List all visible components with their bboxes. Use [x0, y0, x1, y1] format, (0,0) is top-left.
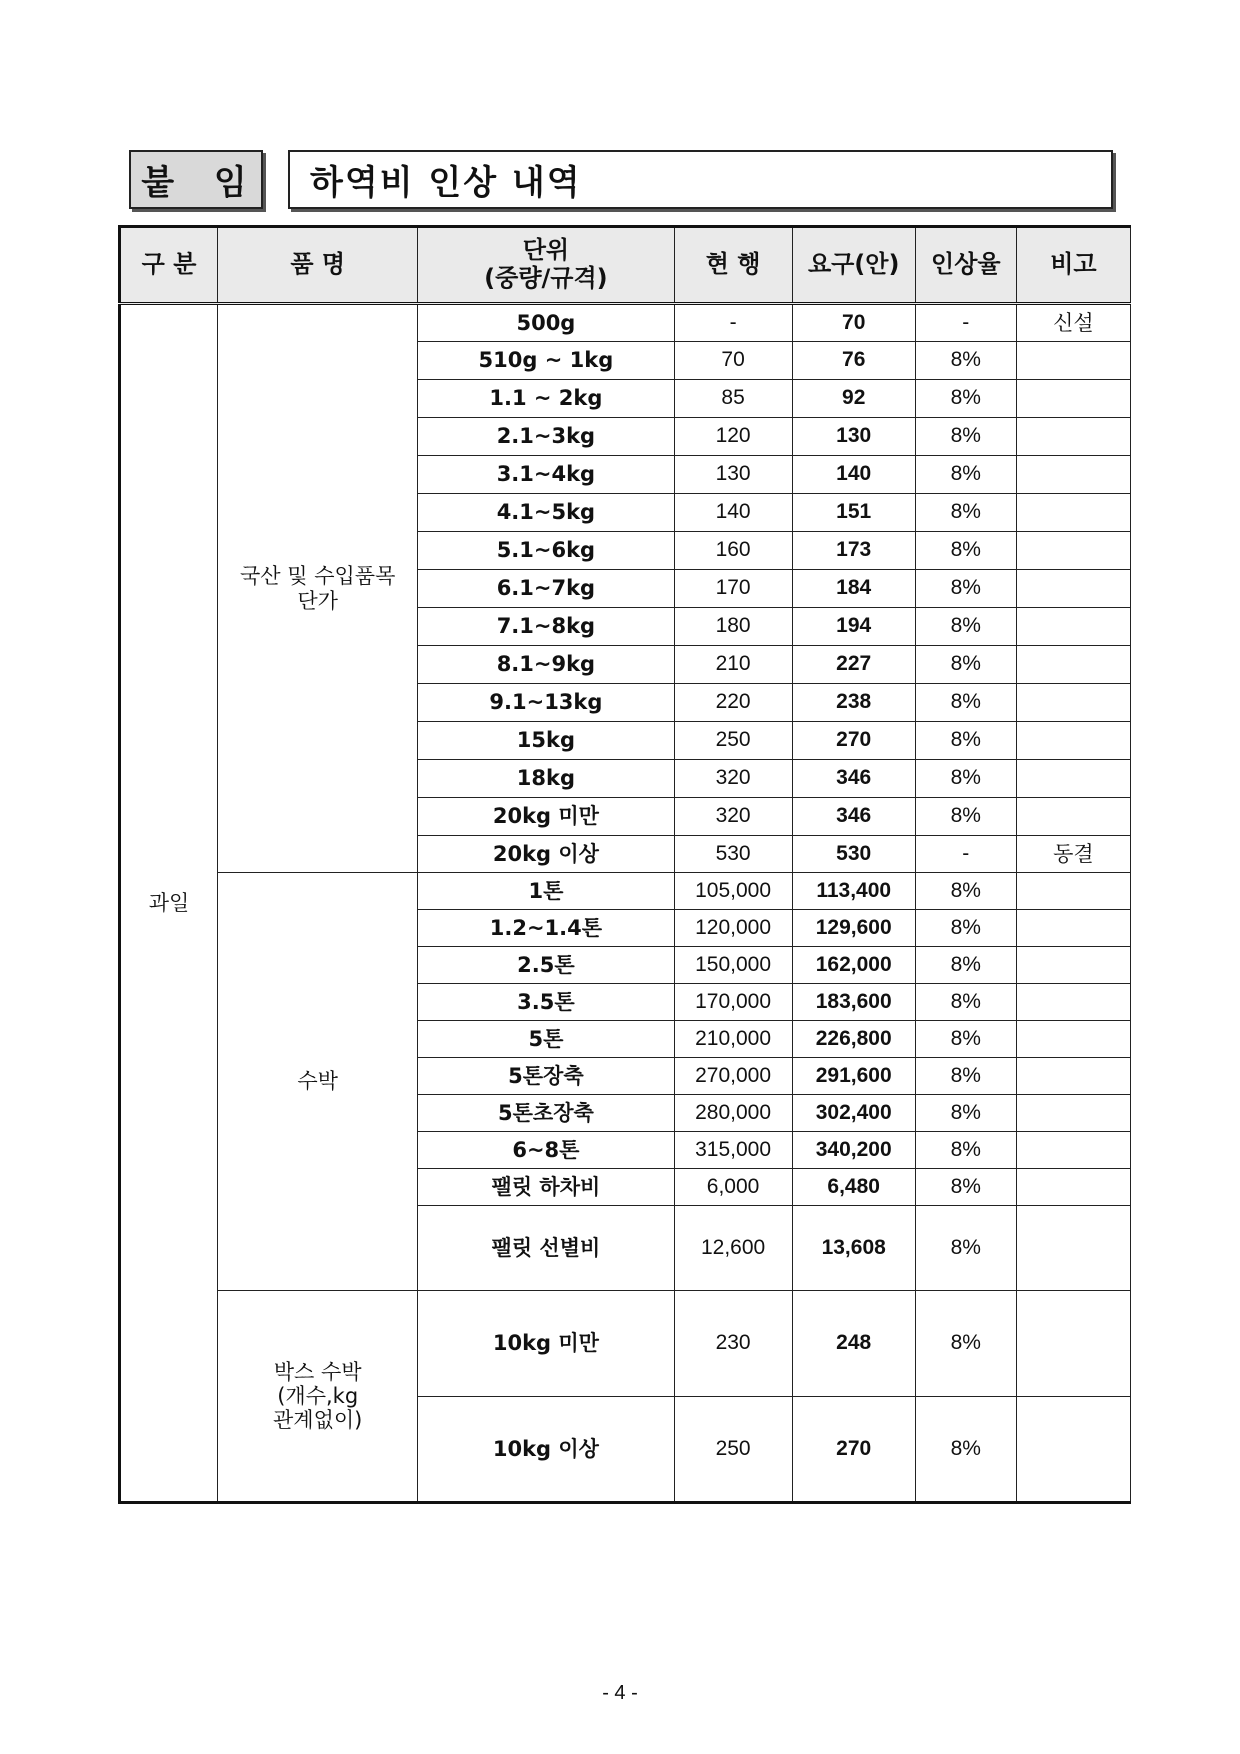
current-cell: 530 — [674, 836, 792, 873]
category-cell: 과일 — [120, 304, 218, 1503]
current-cell: 220 — [674, 684, 792, 722]
note-cell — [1016, 1058, 1130, 1095]
current-cell: - — [674, 304, 792, 342]
unit-cell: 2.1~3kg — [418, 418, 674, 456]
current-cell: 230 — [674, 1291, 792, 1397]
col-header-category: 구 분 — [120, 227, 218, 304]
request-cell: 184 — [792, 570, 915, 608]
unit-cell: 1.2~1.4톤 — [418, 910, 674, 947]
current-cell: 170 — [674, 570, 792, 608]
table-body — [120, 304, 1131, 1503]
unit-cell: 3.5톤 — [418, 984, 674, 1021]
rate-cell: 8% — [915, 418, 1016, 456]
col-header-note: 비고 — [1016, 227, 1130, 304]
request-cell: 92 — [792, 380, 915, 418]
unit-cell: 9.1~13kg — [418, 684, 674, 722]
rate-cell: 8% — [915, 1058, 1016, 1095]
item-group-cell: 국산 및 수입품목 단가 — [218, 304, 418, 873]
current-cell: 6,000 — [674, 1169, 792, 1206]
current-cell: 160 — [674, 532, 792, 570]
rate-cell: 8% — [915, 494, 1016, 532]
unit-cell: 500g — [418, 304, 674, 342]
current-cell: 180 — [674, 608, 792, 646]
current-cell: 270,000 — [674, 1058, 792, 1095]
note-cell: 동결 — [1016, 836, 1130, 873]
note-cell — [1016, 684, 1130, 722]
rate-cell: 8% — [915, 1397, 1016, 1503]
current-cell: 315,000 — [674, 1132, 792, 1169]
note-cell — [1016, 1132, 1130, 1169]
request-cell: 340,200 — [792, 1132, 915, 1169]
rate-cell: 8% — [915, 532, 1016, 570]
rate-cell: 8% — [915, 456, 1016, 494]
request-cell: 129,600 — [792, 910, 915, 947]
request-cell: 70 — [792, 304, 915, 342]
unit-cell: 20kg 이상 — [418, 836, 674, 873]
note-cell — [1016, 1169, 1130, 1206]
current-cell: 12,600 — [674, 1206, 792, 1291]
note-cell — [1016, 984, 1130, 1021]
note-cell — [1016, 910, 1130, 947]
rate-cell: 8% — [915, 947, 1016, 984]
request-cell: 140 — [792, 456, 915, 494]
table-header-row — [120, 227, 1131, 304]
current-cell: 250 — [674, 722, 792, 760]
attachment-label: 붙 임 — [129, 150, 263, 209]
note-cell — [1016, 380, 1130, 418]
unit-cell: 1톤 — [418, 873, 674, 910]
current-cell: 210 — [674, 646, 792, 684]
note-cell — [1016, 1206, 1130, 1291]
current-cell: 85 — [674, 380, 792, 418]
note-cell — [1016, 456, 1130, 494]
current-cell: 250 — [674, 1397, 792, 1503]
unit-cell: 1.1 ~ 2kg — [418, 380, 674, 418]
rate-cell: 8% — [915, 342, 1016, 380]
rate-cell: 8% — [915, 910, 1016, 947]
table-row — [120, 304, 1131, 342]
request-cell: 302,400 — [792, 1095, 915, 1132]
unit-cell: 5.1~6kg — [418, 532, 674, 570]
current-cell: 120,000 — [674, 910, 792, 947]
col-header-current: 현 행 — [674, 227, 792, 304]
unit-cell: 8.1~9kg — [418, 646, 674, 684]
request-cell: 226,800 — [792, 1021, 915, 1058]
rate-cell: 8% — [915, 1021, 1016, 1058]
note-cell — [1016, 342, 1130, 380]
current-cell: 280,000 — [674, 1095, 792, 1132]
rate-cell: - — [915, 304, 1016, 342]
table-row — [120, 873, 1131, 910]
note-cell — [1016, 1397, 1130, 1503]
current-cell: 150,000 — [674, 947, 792, 984]
request-cell: 173 — [792, 532, 915, 570]
request-cell: 194 — [792, 608, 915, 646]
current-cell: 170,000 — [674, 984, 792, 1021]
rate-cell: 8% — [915, 684, 1016, 722]
rate-cell: 8% — [915, 1169, 1016, 1206]
rate-cell: 8% — [915, 760, 1016, 798]
unit-cell: 15kg — [418, 722, 674, 760]
rate-cell: 8% — [915, 1095, 1016, 1132]
col-header-unit: 단위 (중량/규격) — [418, 227, 674, 304]
request-cell: 76 — [792, 342, 915, 380]
col-header-rate: 인상율 — [915, 227, 1016, 304]
unit-cell: 팰릿 선별비 — [418, 1206, 674, 1291]
unit-cell: 18kg — [418, 760, 674, 798]
rate-cell: 8% — [915, 798, 1016, 836]
request-cell: 291,600 — [792, 1058, 915, 1095]
note-cell — [1016, 722, 1130, 760]
unit-cell: 7.1~8kg — [418, 608, 674, 646]
request-cell: 13,608 — [792, 1206, 915, 1291]
current-cell: 130 — [674, 456, 792, 494]
request-cell: 227 — [792, 646, 915, 684]
rate-cell: 8% — [915, 873, 1016, 910]
request-cell: 270 — [792, 722, 915, 760]
rate-cell: 8% — [915, 646, 1016, 684]
unit-cell: 4.1~5kg — [418, 494, 674, 532]
note-cell — [1016, 646, 1130, 684]
unit-cell: 2.5톤 — [418, 947, 674, 984]
request-cell: 238 — [792, 684, 915, 722]
unit-cell: 5톤 — [418, 1021, 674, 1058]
table-row — [120, 1291, 1131, 1397]
note-cell — [1016, 798, 1130, 836]
request-cell: 248 — [792, 1291, 915, 1397]
note-cell — [1016, 760, 1130, 798]
current-cell: 320 — [674, 798, 792, 836]
rate-cell: 8% — [915, 1132, 1016, 1169]
current-cell: 105,000 — [674, 873, 792, 910]
current-cell: 120 — [674, 418, 792, 456]
current-cell: 70 — [674, 342, 792, 380]
rate-cell: 8% — [915, 1291, 1016, 1397]
rate-cell: 8% — [915, 722, 1016, 760]
request-cell: 346 — [792, 760, 915, 798]
unit-cell: 6~8톤 — [418, 1132, 674, 1169]
note-cell — [1016, 1021, 1130, 1058]
note-cell — [1016, 418, 1130, 456]
note-cell — [1016, 494, 1130, 532]
rate-cell: 8% — [915, 608, 1016, 646]
unit-cell: 3.1~4kg — [418, 456, 674, 494]
note-cell — [1016, 608, 1130, 646]
note-cell: 신설 — [1016, 304, 1130, 342]
unit-cell: 5톤초장축 — [418, 1095, 674, 1132]
unit-cell: 10kg 이상 — [418, 1397, 674, 1503]
request-cell: 530 — [792, 836, 915, 873]
request-cell: 183,600 — [792, 984, 915, 1021]
request-cell: 162,000 — [792, 947, 915, 984]
request-cell: 6,480 — [792, 1169, 915, 1206]
unit-cell: 팰릿 하차비 — [418, 1169, 674, 1206]
page-number: - 4 - — [602, 1682, 638, 1704]
fee-table — [118, 225, 1131, 1504]
request-cell: 113,400 — [792, 873, 915, 910]
current-cell: 140 — [674, 494, 792, 532]
unit-cell: 10kg 미만 — [418, 1291, 674, 1397]
current-cell: 210,000 — [674, 1021, 792, 1058]
page-title: 하역비 인상 내역 — [288, 150, 1113, 209]
item-group-cell: 박스 수박 (개수,kg 관계없이) — [218, 1291, 418, 1503]
rate-cell: - — [915, 836, 1016, 873]
note-cell — [1016, 532, 1130, 570]
note-cell — [1016, 1291, 1130, 1397]
unit-cell: 6.1~7kg — [418, 570, 674, 608]
note-cell — [1016, 947, 1130, 984]
unit-cell: 5톤장축 — [418, 1058, 674, 1095]
current-cell: 320 — [674, 760, 792, 798]
rate-cell: 8% — [915, 380, 1016, 418]
request-cell: 346 — [792, 798, 915, 836]
item-group-cell: 수박 — [218, 873, 418, 1291]
rate-cell: 8% — [915, 984, 1016, 1021]
note-cell — [1016, 1095, 1130, 1132]
unit-cell: 510g ~ 1kg — [418, 342, 674, 380]
rate-cell: 8% — [915, 1206, 1016, 1291]
rate-cell: 8% — [915, 570, 1016, 608]
request-cell: 151 — [792, 494, 915, 532]
unit-cell: 20kg 미만 — [418, 798, 674, 836]
col-header-request: 요구(안) — [792, 227, 915, 304]
request-cell: 130 — [792, 418, 915, 456]
note-cell — [1016, 570, 1130, 608]
request-cell: 270 — [792, 1397, 915, 1503]
col-header-item: 품 명 — [218, 227, 418, 304]
note-cell — [1016, 873, 1130, 910]
